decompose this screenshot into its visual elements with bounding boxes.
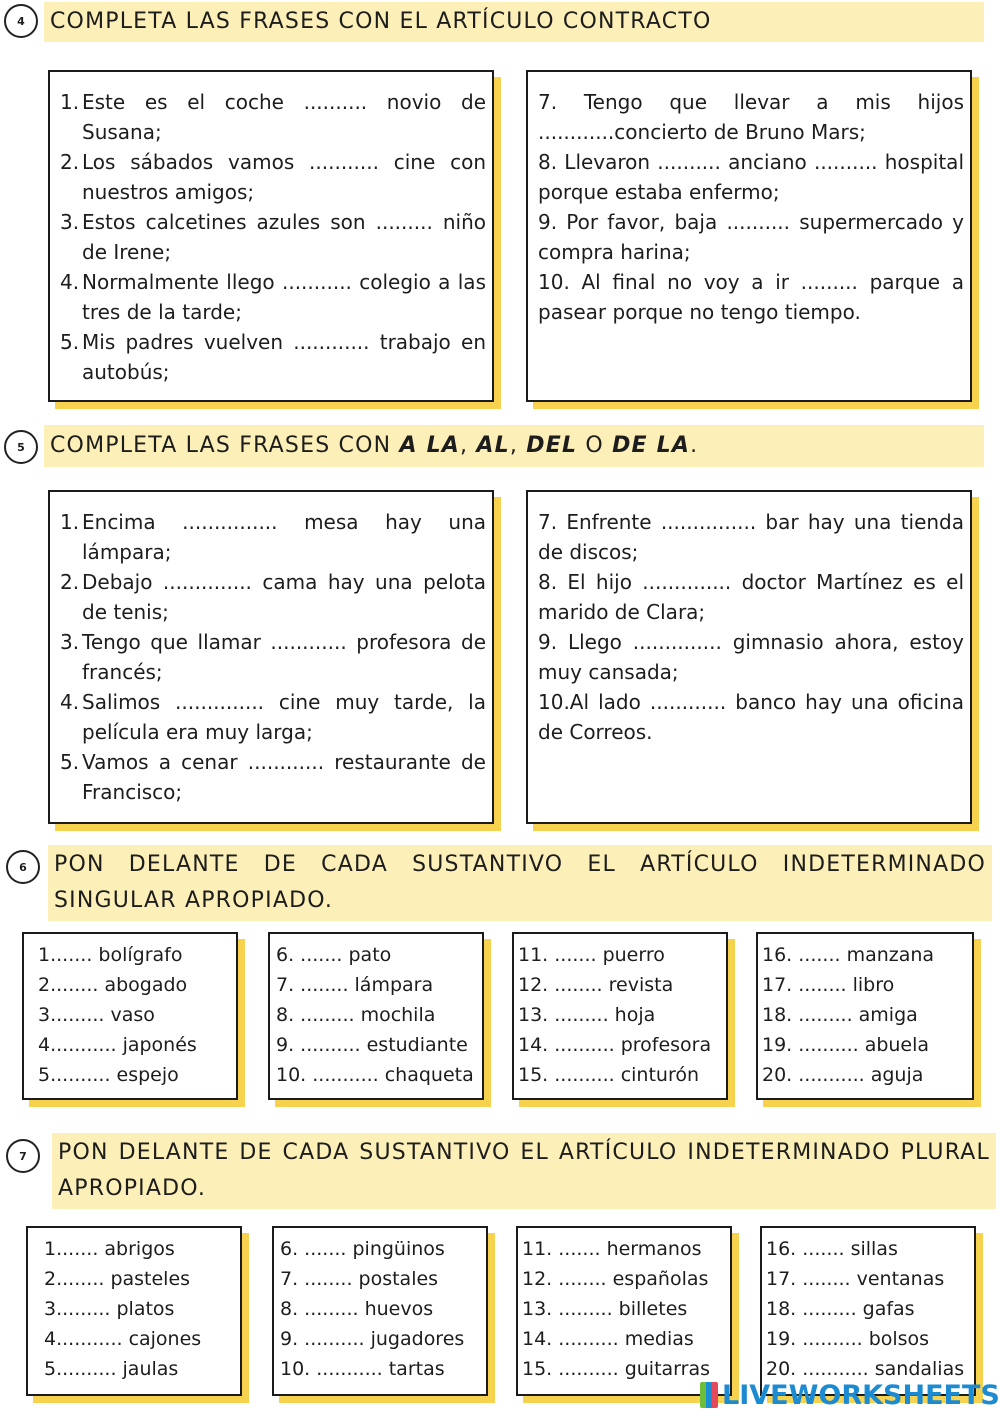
- list-item: 8. ......... huevos: [280, 1298, 434, 1320]
- logo-text: LIVEWORKSHEETS: [722, 1379, 1000, 1411]
- section-6-col-1: [22, 932, 238, 1100]
- list-item: 10. ........... chaqueta: [276, 1064, 474, 1086]
- list-item: 7. ........ lámpara: [276, 974, 434, 996]
- item-text: Vamos a cenar ............ restaurante de Francisco;: [82, 750, 486, 804]
- list-item: 3......... vaso: [38, 1004, 155, 1026]
- item-number: 5.: [60, 330, 80, 354]
- section-7-col-4: [760, 1226, 976, 1396]
- item-text: Normalmente llego ........... colegio a las tres de la tarde;: [82, 270, 486, 324]
- list-item: [60, 87, 486, 147]
- section-7-title: PON DELANTE DE CADA SUSTANTIVO EL ARTÍCULO INDETERMINADO PLURAL APROPIADO.: [52, 1133, 996, 1209]
- list-item: 7. ........ postales: [280, 1268, 439, 1290]
- list-item: 19. .......... bolsos: [766, 1328, 930, 1350]
- section-4-left-list: [60, 87, 486, 387]
- item-text: Tengo que llamar ............ profesora de francés;: [82, 630, 486, 684]
- section-7-col-1: [26, 1226, 242, 1396]
- title-separator: O: [577, 433, 613, 458]
- liveworksheets-logo-icon: [700, 1382, 718, 1408]
- item-text: Los sábados vamos ........... cine con nuestros amigos;: [82, 150, 486, 204]
- list-item: 5.......... jaulas: [44, 1358, 179, 1380]
- section-4-left-box: [48, 70, 494, 402]
- section-5-number: 5: [4, 430, 38, 464]
- list-item: 16. ....... sillas: [766, 1238, 898, 1260]
- list-item: 18. ......... gafas: [766, 1298, 915, 1320]
- list-item: [60, 507, 486, 567]
- list-item: 19. .......... abuela: [762, 1034, 930, 1056]
- list-item: 11. ....... hermanos: [522, 1238, 702, 1260]
- item-number: 4.: [60, 690, 80, 714]
- list-item: 10.Al lado ............ banco hay una oficina de Correos.: [538, 690, 964, 744]
- list-item: 12. ........ españolas: [522, 1268, 709, 1290]
- list-item: 1....... abrigos: [44, 1238, 175, 1260]
- section-7-number: 7: [6, 1139, 40, 1173]
- list-item: [60, 627, 486, 687]
- title-option: A LA: [399, 433, 461, 458]
- title-text: .: [690, 433, 699, 458]
- list-item: 10. ........... tartas: [280, 1358, 445, 1380]
- list-item: 9. Llego .............. gimnasio ahora, estoy muy cansada;: [538, 630, 964, 684]
- section-5-right-box: [526, 490, 972, 824]
- title-option: DEL: [526, 433, 578, 458]
- item-text: Estos calcetines azules son ......... niño de Irene;: [82, 210, 486, 264]
- liveworksheets-logo: [700, 1380, 1000, 1410]
- list-item: 9. Por favor, baja .......... supermercado y compra harina;: [538, 210, 964, 264]
- item-text: Mis padres vuelven ............ trabajo en autobús;: [82, 330, 486, 384]
- list-item: 13. ......... hoja: [518, 1004, 656, 1026]
- item-number: 2.: [60, 150, 80, 174]
- item-number: 3.: [60, 210, 80, 234]
- section-6-col-2: [268, 932, 484, 1100]
- list-item: 14. .......... medias: [522, 1328, 694, 1350]
- section-5-title: [44, 425, 984, 467]
- list-item: 1....... bolígrafo: [38, 944, 183, 966]
- list-item: 14. .......... profesora: [518, 1034, 712, 1056]
- section-7-col-2: [272, 1226, 488, 1396]
- list-item: 8. El hijo .............. doctor Martínez es el marido de Clara;: [538, 570, 964, 624]
- item-text: Debajo .............. cama hay una pelota de tenis;: [82, 570, 486, 624]
- list-item: 4........... cajones: [44, 1328, 202, 1350]
- item-text: Encima ............... mesa hay una lámpara;: [82, 510, 486, 564]
- item-text: Este es el coche .......... novio de Susana;: [82, 90, 486, 144]
- section-6-col-4: [756, 932, 974, 1100]
- item-number: 5.: [60, 750, 80, 774]
- section-7-col-3: [516, 1226, 732, 1396]
- title-text: COMPLETA LAS FRASES CON: [50, 433, 400, 458]
- list-item: [60, 687, 486, 747]
- list-item: [60, 207, 486, 267]
- title-separator: ,: [509, 433, 527, 458]
- section-4-number: 4: [4, 4, 38, 38]
- list-item: 12. ........ revista: [518, 974, 674, 996]
- list-item: 7. Tengo que llevar a mis hijos ............concierto de Bruno Mars;: [538, 90, 964, 144]
- section-4-title: COMPLETA LAS FRASES CON EL ARTÍCULO CONTRACTO: [44, 2, 984, 42]
- list-item: 8. ......... mochila: [276, 1004, 436, 1026]
- item-number: 1.: [60, 510, 80, 534]
- list-item: 17. ........ ventanas: [766, 1268, 945, 1290]
- title-option: DE LA: [612, 433, 691, 458]
- section-6-title: PON DELANTE DE CADA SUSTANTIVO EL ARTÍCULO INDETERMINADO SINGULAR APROPIADO.: [48, 845, 992, 921]
- list-item: 2........ abogado: [38, 974, 188, 996]
- section-6-number: 6: [6, 850, 40, 884]
- list-item: [60, 567, 486, 627]
- list-item: 9. .......... jugadores: [280, 1328, 465, 1350]
- list-item: 16. ....... manzana: [762, 944, 935, 966]
- section-4-right-box: [526, 70, 972, 402]
- list-item: [60, 147, 486, 207]
- list-item: 10. Al final no voy a ir ......... parque a pasear porque no tengo tiempo.: [538, 270, 964, 324]
- list-item: 4........... japonés: [38, 1034, 197, 1056]
- list-item: 6. ....... pato: [276, 944, 392, 966]
- title-option: AL: [476, 433, 510, 458]
- list-item: 3......... platos: [44, 1298, 175, 1320]
- item-number: 4.: [60, 270, 80, 294]
- list-item: 20. ........... aguja: [762, 1064, 924, 1086]
- list-item: 15. .......... cinturón: [518, 1064, 700, 1086]
- list-item: 13. ......... billetes: [522, 1298, 688, 1320]
- list-item: 9. .......... estudiante: [276, 1034, 468, 1056]
- list-item: 6. ....... pingüinos: [280, 1238, 445, 1260]
- section-5-left-list: [60, 507, 486, 807]
- section-5-left-box: [48, 490, 494, 824]
- list-item: 2........ pasteles: [44, 1268, 191, 1290]
- list-item: [60, 267, 486, 327]
- list-item: 5.......... espejo: [38, 1064, 179, 1086]
- list-item: 18. ......... amiga: [762, 1004, 918, 1026]
- item-number: 2.: [60, 570, 80, 594]
- list-item: 15. .......... guitarras: [522, 1358, 710, 1380]
- list-item: 11. ....... puerro: [518, 944, 665, 966]
- section-6-col-3: [512, 932, 728, 1100]
- list-item: [60, 327, 486, 387]
- list-item: 8. Llevaron .......... anciano .......... hospital porque estaba enfermo;: [538, 150, 964, 204]
- list-item: [60, 747, 486, 807]
- item-text: Salimos .............. cine muy tarde, la película era muy larga;: [82, 690, 486, 744]
- item-number: 3.: [60, 630, 80, 654]
- item-number: 1.: [60, 90, 80, 114]
- list-item: 7. Enfrente ............... bar hay una tienda de discos;: [538, 510, 964, 564]
- list-item: 20. ........... sandalias: [766, 1358, 965, 1380]
- list-item: 17. ........ libro: [762, 974, 895, 996]
- title-separator: ,: [460, 433, 477, 458]
